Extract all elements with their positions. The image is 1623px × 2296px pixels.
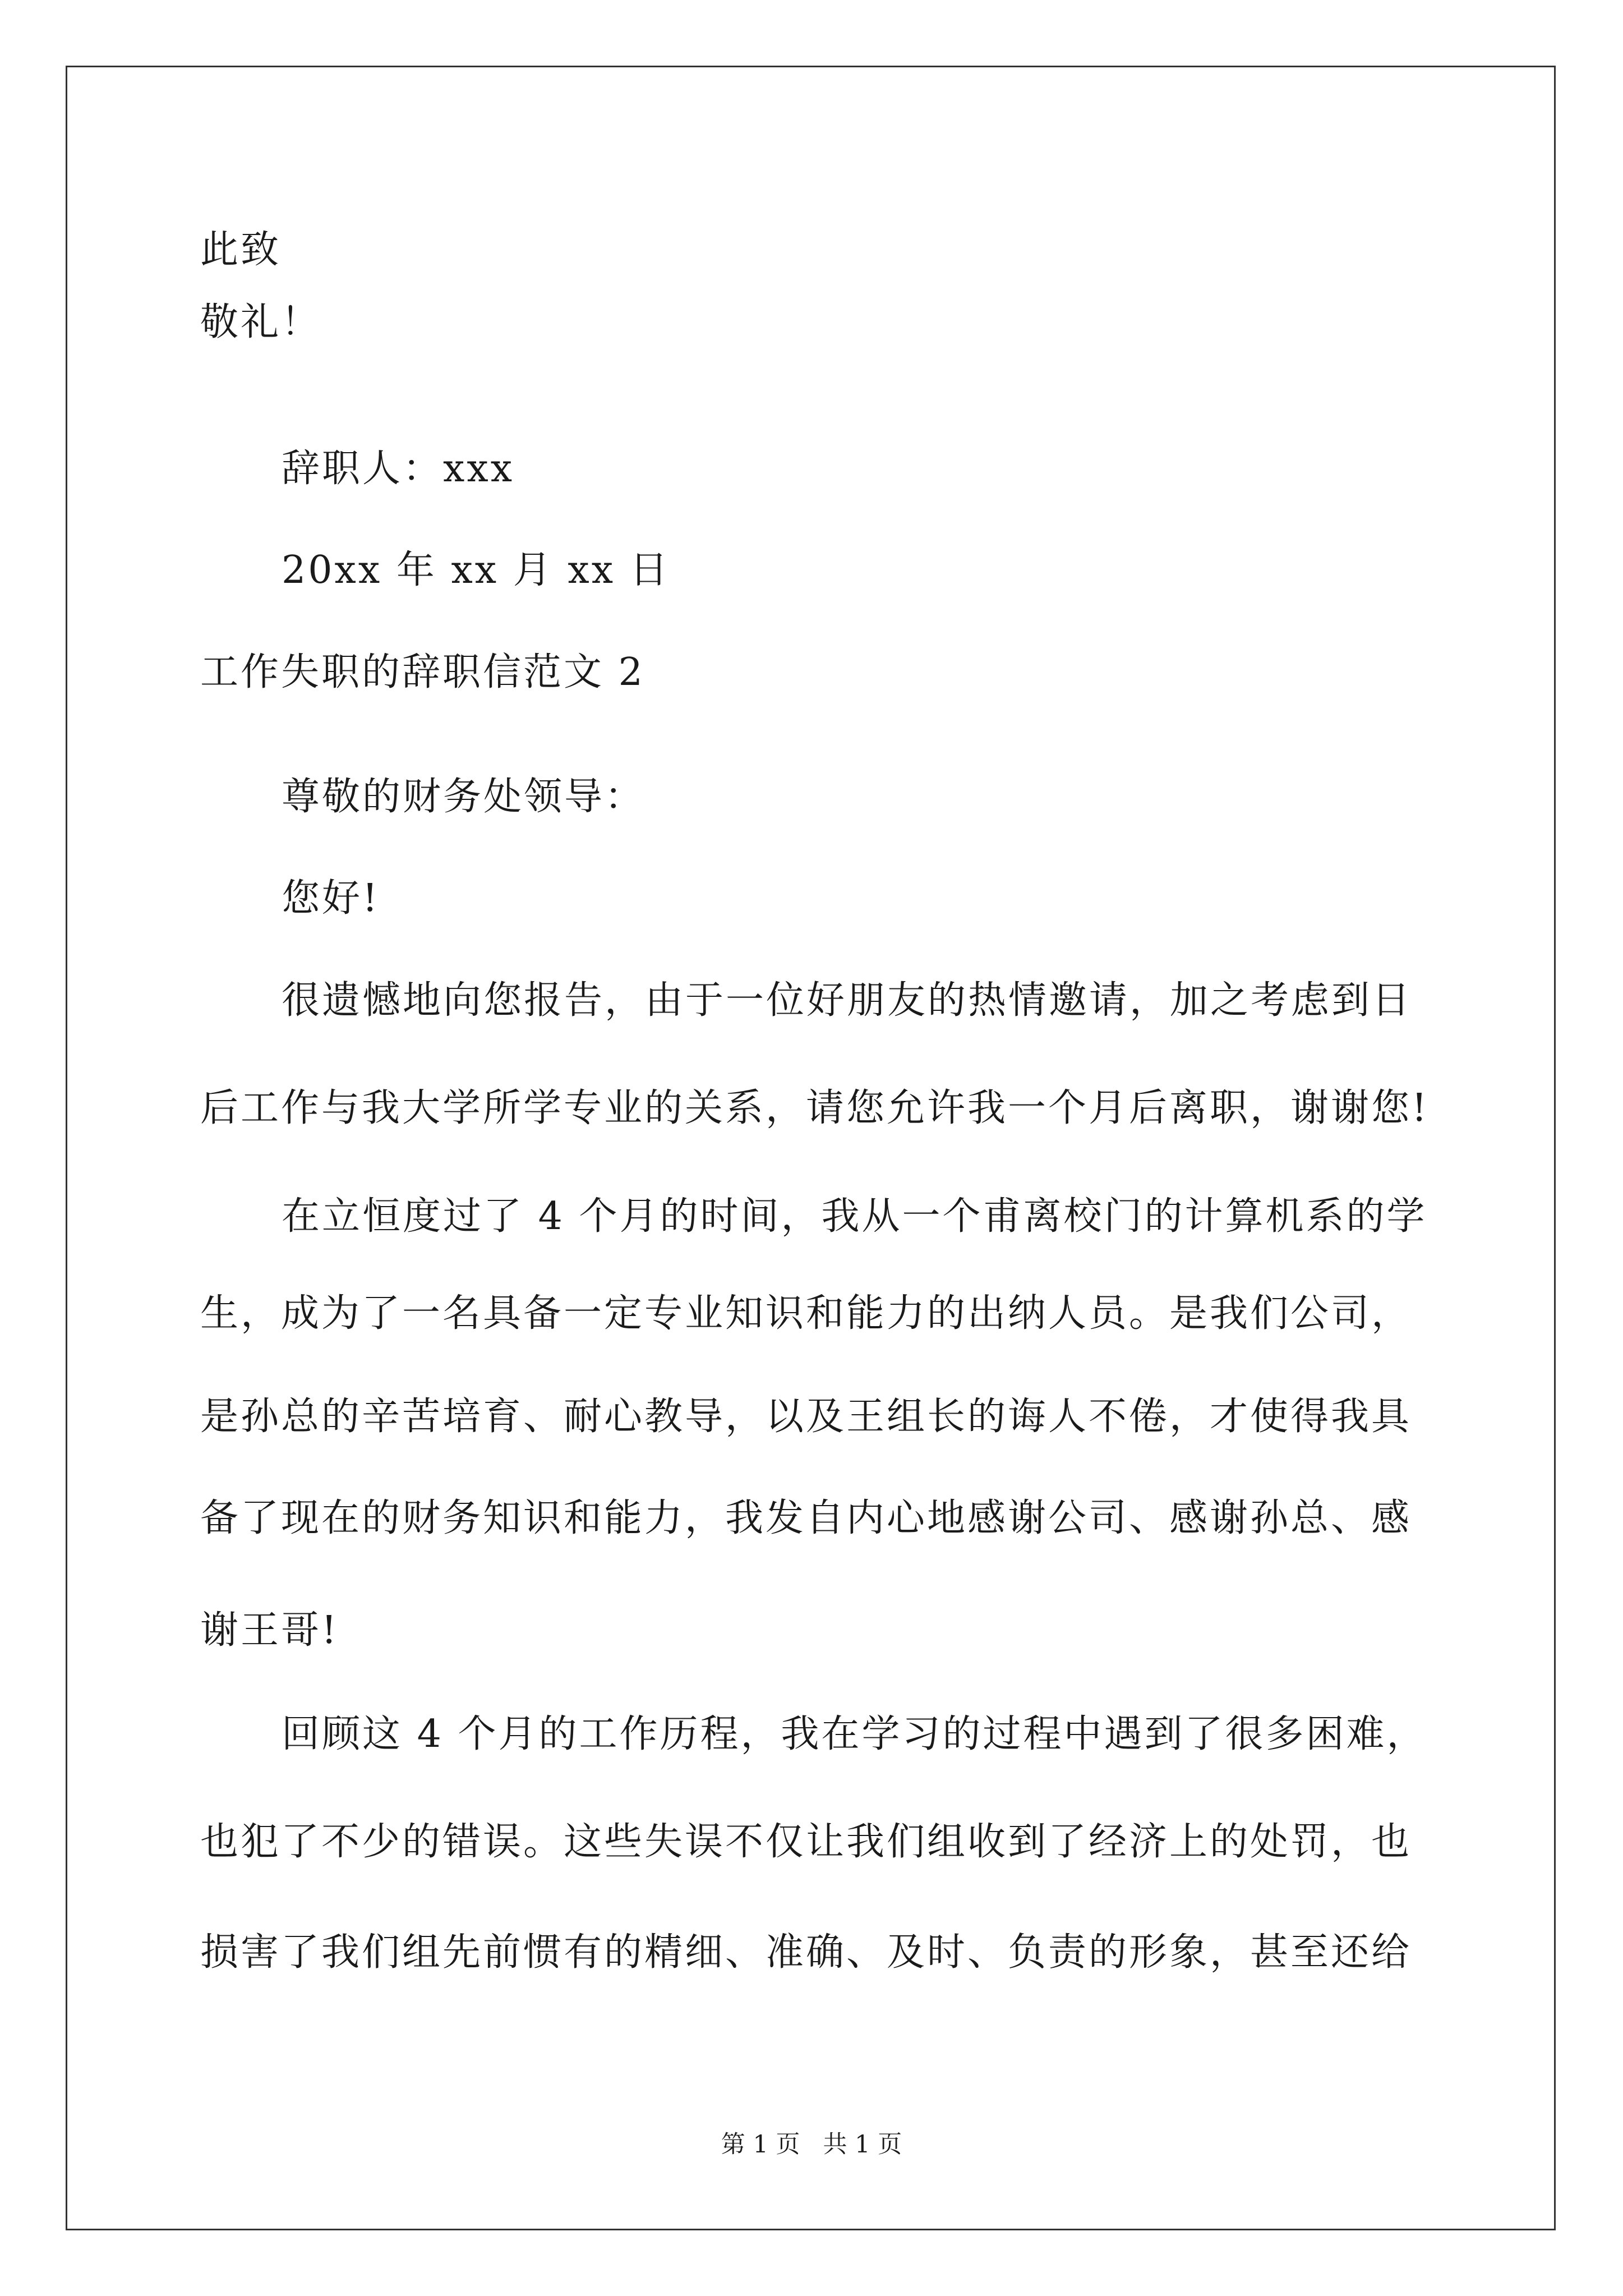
page-border	[66, 66, 1556, 2230]
paragraph-line: 谢王哥!	[200, 1608, 339, 1653]
paragraph-line: 也犯了不少的错误。这些失误不仅让我们组收到了经济上的处罚，也	[200, 1820, 1412, 1864]
paragraph-line: 回顾这 4 个月的工作历程，我在学习的过程中遇到了很多困难，	[282, 1712, 1427, 1756]
salutation-line: 敬礼！	[200, 300, 322, 344]
paragraph-line: 很遗憾地向您报告，由于一位好朋友的热情邀请，加之考虑到日	[282, 978, 1413, 1023]
closing-line: 此致	[200, 228, 282, 272]
paragraph-line: 生，成为了一名具备一定专业知识和能力的出纳人员。是我们公司，	[200, 1291, 1412, 1336]
paragraph-line: 是孙总的辛苦培育、耐心教导，以及王组长的诲人不倦，才使得我具	[200, 1395, 1412, 1439]
date-line: 20xx 年 xx 月 xx 日	[282, 548, 670, 592]
page-footer: 第 1 页 共 1 页	[721, 2131, 902, 2159]
paragraph-line: 损害了我们组先前惯有的精细、准确、及时、负责的形象，甚至还给	[200, 1930, 1412, 1975]
paragraph-line: 后工作与我大学所学专业的关系，请您允许我一个月后离职，谢谢您!	[200, 1086, 1430, 1130]
greeting-addressee: 尊敬的财务处领导：	[282, 775, 645, 819]
paragraph-line: 备了现在的财务知识和能力，我发自内心地感谢公司、感谢孙总、感	[200, 1496, 1412, 1540]
section-title: 工作失职的辞职信范文 2	[200, 650, 645, 694]
greeting-line: 您好!	[282, 876, 380, 921]
paragraph-line: 在立恒度过了 4 个月的时间，我从一个甫离校门的计算机系的学	[282, 1194, 1427, 1239]
signer-line: 辞职人：xxx	[282, 447, 515, 491]
